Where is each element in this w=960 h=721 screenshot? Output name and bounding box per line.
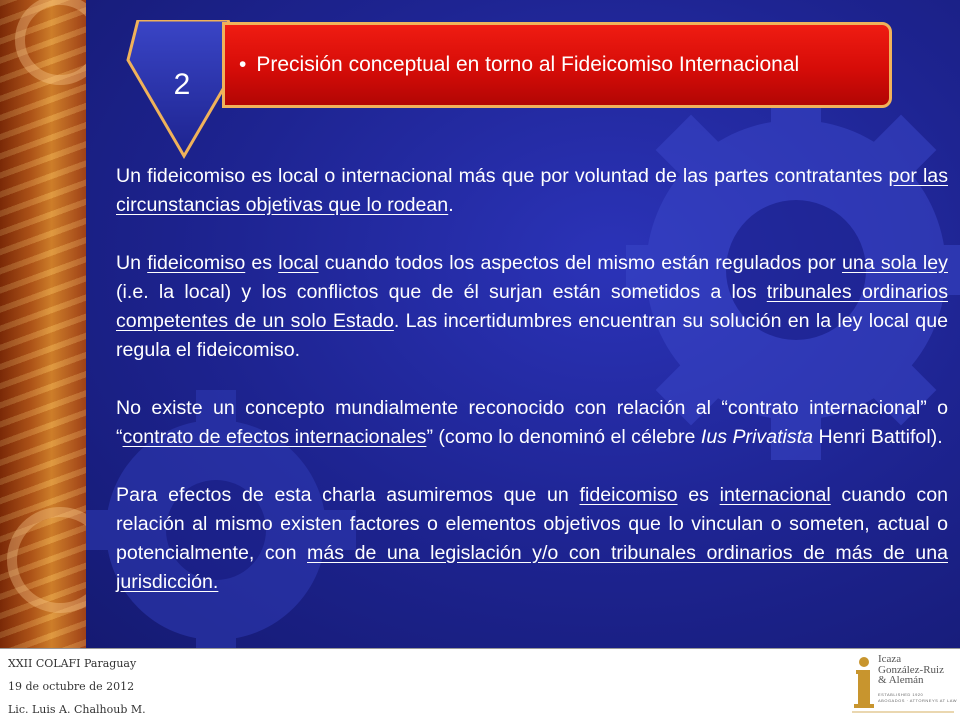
underlined-phrase: local [278, 252, 319, 274]
paragraph-4: Para efectos de esta charla asumiremos que un fideicomiso es internacional cuando con relación al mismo existen factores o elementos objetivos que lo vinculan o someten, actual o potencialmente, con más de una legislación y/o con tribunales ordinarios de más de una jurisdicción. [116, 484, 948, 593]
underlined-phrase: fideicomiso [579, 484, 678, 506]
underlined-phrase: contrato de efectos internacionales [122, 426, 427, 448]
underlined-phrase: internacional [719, 484, 831, 506]
slide-title [239, 53, 799, 77]
underlined-phrase: tribunales ordinarios competentes de un solo Estado [116, 281, 948, 332]
underlined-phrase: una sola ley [841, 252, 948, 274]
title-text: Precisión conceptual en torno al Fideicomiso Internacional [256, 53, 800, 76]
left-decorative-strip [0, 0, 86, 648]
italic-phrase: Ius Privatista [700, 426, 814, 448]
paragraph-3: No existe un concepto mundialmente reconocido con relación al “contrato internacional” o “contrato de efectos internacionales” (como lo denominó el célebre Ius Privatista Henri Battifol). [116, 397, 948, 448]
slide-body [116, 162, 948, 626]
title-bullet: • [239, 53, 247, 76]
logo-name: Icaza González-Ruiz & Alemán [878, 653, 944, 686]
slide-number: 2 [173, 68, 191, 101]
paragraph-1: Un fideicomiso es local o internacional más que por voluntad de las partes contratantes por las circunstancias objetivas que lo rodean. [116, 165, 949, 216]
footer-author: Lic. Luis A. Chalhoub M. [8, 703, 146, 716]
footer-event: XXII COLAFI Paraguay [8, 657, 137, 670]
footer [0, 648, 960, 721]
gear-icon [0, 0, 86, 648]
underlined-phrase: más de una legislación y/o con tribunales ordinarios de más de una jurisdicción. [116, 542, 948, 593]
underlined-phrase: por las circunstancias objetivas que lo rodean [116, 165, 949, 216]
paragraph-2: Un fideicomiso es local cuando todos los aspectos del mismo están regulados por una sola ley (i.e. la local) y los conflictos que de él surjan están sometidos a los tribunales ordinarios competentes de un solo Estado. Las incertidumbres encuentran su solución en la ley local que regula el fideicomiso. [116, 252, 948, 361]
logo-tagline: ESTABLISHED 1920 ABOGADOS · ATTORNEYS AT LAW [878, 692, 958, 703]
footer-date: 19 de octubre de 2012 [8, 680, 135, 693]
title-bar [222, 22, 892, 108]
footer-info [8, 652, 146, 721]
underlined-phrase: fideicomiso [147, 252, 246, 274]
